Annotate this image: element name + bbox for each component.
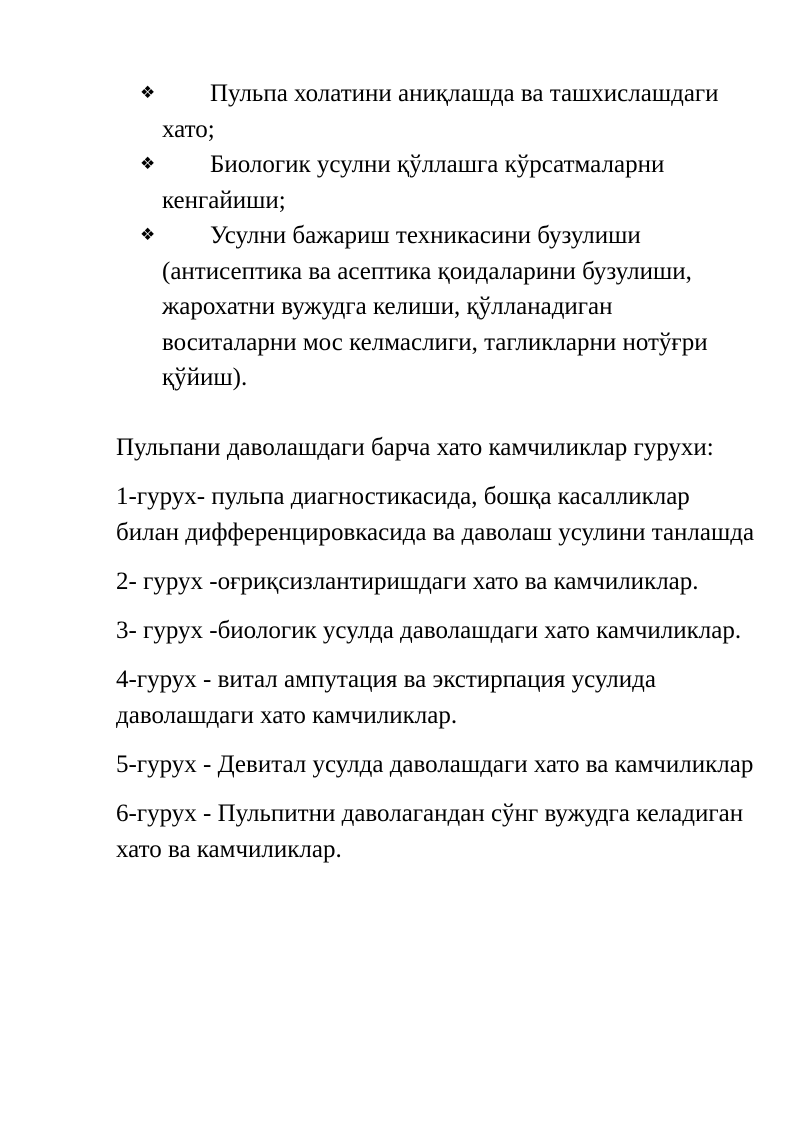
group-paragraph: 1-гурух- пульпа диагностикасида, бошқа касалликлар билан дифференцировкасида ва даволаш усулини танлашда: [116, 483, 755, 546]
diamond-bullet-icon: ❖: [140, 154, 156, 174]
group-paragraph: 6-гурух - Пульпитни даволагандан сўнг вужудга келадиган хато ва камчиликлар.: [116, 800, 744, 863]
diamond-bullet-icon: ❖: [140, 83, 156, 103]
list-item: [140, 147, 740, 218]
error-groups-section: [116, 430, 756, 881]
group-paragraph: 4-гурух - витал ампутация ва экстирпация усулида даволашдаги хато камчиликлар.: [116, 666, 656, 729]
list-item: [140, 76, 740, 147]
bullet-list: [140, 76, 740, 396]
diamond-bullet-icon: ❖: [140, 225, 156, 245]
list-item: [140, 218, 740, 396]
group-paragraph: 2- гурух -оғриқсизлантиришдаги хато ва камчиликлар.: [116, 568, 699, 595]
bullet-text: Усулни бажариш техникасини бузулиши (антисептика ва асептика қоидаларини бузулиши, жарохатни вужудга келиши, қўлланадиган воситаларни мос келмаслиги, тагликларни нотўғри қўйиш).: [162, 222, 708, 391]
group-paragraph: 3- гурух -биологик усулда даволашдаги хато камчиликлар.: [116, 617, 742, 644]
section-heading: Пульпани даволашдаги барча хато камчиликлар гурухи:: [116, 434, 714, 461]
bullet-text: Пульпа холатини аниқлашда ва ташхислашдаги хато;: [162, 80, 719, 143]
group-paragraph: 5-гурух - Девитал усулда даволашдаги хато ва камчиликлар: [116, 751, 754, 778]
bullet-text: Биологик усулни қўллашга кўрсатмаларни кенгайиши;: [162, 151, 665, 214]
